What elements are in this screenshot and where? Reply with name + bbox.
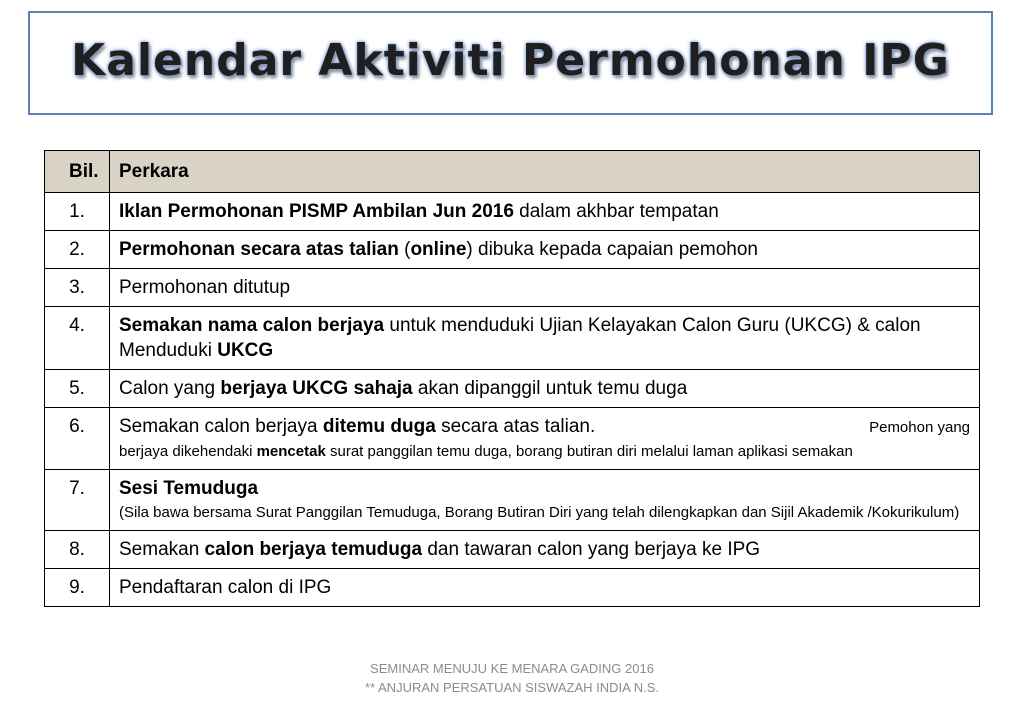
activity-table xyxy=(44,150,980,607)
table-row xyxy=(45,531,980,569)
row-text: Permohonan secara atas talian (online) dibuka kepada capaian pemohon xyxy=(110,231,980,269)
table-row xyxy=(45,470,980,531)
row-number: 2. xyxy=(45,231,110,269)
title-box xyxy=(28,11,993,115)
header-perkara: Perkara xyxy=(110,151,980,193)
table-row xyxy=(45,370,980,408)
row-text: Semakan calon berjaya ditemu duga secara atas talian. Pemohon yang berjaya dikehendaki mencetak surat panggilan temu duga, borang butiran diri melalui laman aplikasi semakan xyxy=(110,408,980,470)
row-text: Sesi Temuduga (Sila bawa bersama Surat Panggilan Temuduga, Borang Butiran Diri yang telah dilengkapkan dan Sijil Akademik /Kokurikulum) xyxy=(110,470,980,531)
table-row xyxy=(45,269,980,307)
row-text: Pendaftaran calon di IPG xyxy=(110,569,980,607)
row-number: 1. xyxy=(45,193,110,231)
row-note: Pemohon yang xyxy=(869,419,970,436)
table-row xyxy=(45,231,980,269)
row-number: 5. xyxy=(45,370,110,408)
row-number: 8. xyxy=(45,531,110,569)
table-row xyxy=(45,307,980,370)
row-note: berjaya dikehendaki mencetak surat panggilan temu duga, borang butiran diri melalui laman aplikasi semakan xyxy=(119,443,853,460)
row-text: Semakan calon berjaya temuduga dan tawaran calon yang berjaya ke IPG xyxy=(110,531,980,569)
table-row xyxy=(45,569,980,607)
page-title: Kalendar Aktiviti Permohonan IPG xyxy=(71,34,950,86)
footer xyxy=(0,659,1024,697)
header-bil: Bil. xyxy=(45,151,110,193)
row-note: (Sila bawa bersama Surat Panggilan Temuduga, Borang Butiran Diri yang telah dilengkapkan dan Sijil Akademik /Kokurikulum) xyxy=(119,504,960,521)
row-text: Permohonan ditutup xyxy=(110,269,980,307)
row-number: 6. xyxy=(45,408,110,470)
row-number: 3. xyxy=(45,269,110,307)
table-row xyxy=(45,408,980,470)
table-header-row xyxy=(45,151,980,193)
row-number: 4. xyxy=(45,307,110,370)
table-row xyxy=(45,193,980,231)
row-text: Calon yang berjaya UKCG sahaja akan dipanggil untuk temu duga xyxy=(110,370,980,408)
row-number: 7. xyxy=(45,470,110,531)
row-text: Iklan Permohonan PISMP Ambilan Jun 2016 dalam akhbar tempatan xyxy=(110,193,980,231)
row-number: 9. xyxy=(45,569,110,607)
row-text: Semakan nama calon berjaya untuk menduduki Ujian Kelayakan Calon Guru (UKCG) & calon Menduduki UKCG xyxy=(110,307,980,370)
footer-line-1: SEMINAR MENUJU KE MENARA GADING 2016 xyxy=(370,661,654,676)
footer-line-2: ** ANJURAN PERSATUAN SISWAZAH INDIA N.S. xyxy=(365,680,659,695)
